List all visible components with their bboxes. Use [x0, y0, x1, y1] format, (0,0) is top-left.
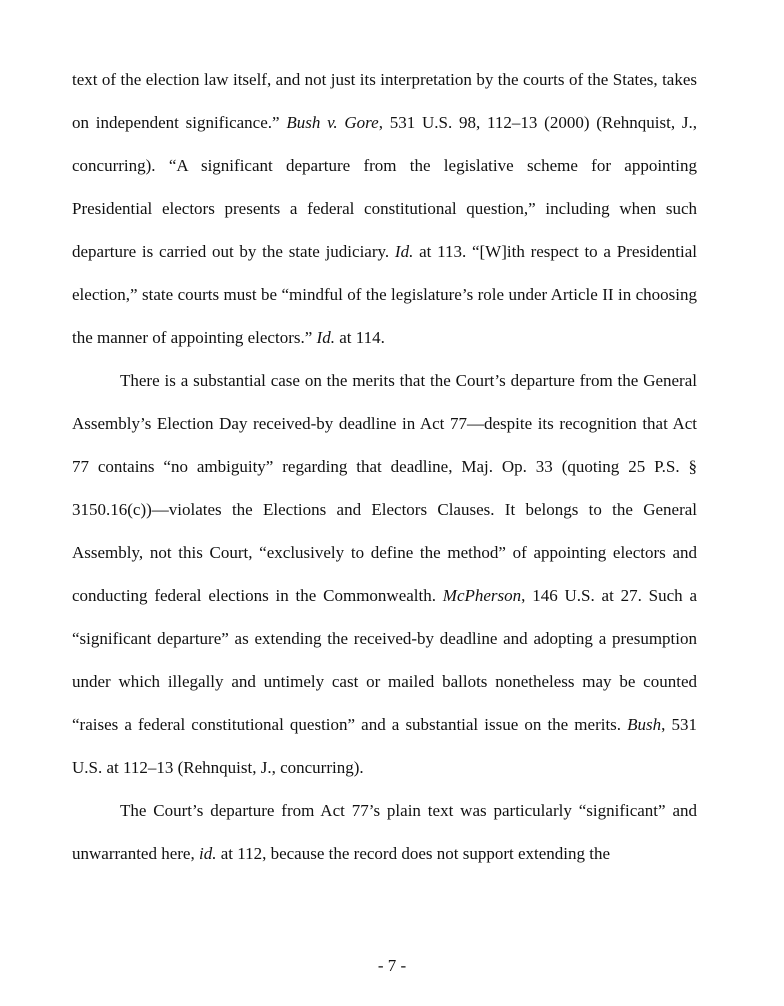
page-number: - 7 -: [377, 956, 407, 975]
paragraph-1-text-2: , 531 U.S. 98, 112–13 (2000) (Rehnquist, J., concurring). “A significant departure from the legislative scheme for appointing Presidential electors presents a federal constitutional question,” including when such departure is carried out by the state judiciary.: [72, 113, 698, 261]
paragraph-3-text-2: at 112, because the record does not support extending the: [216, 844, 611, 863]
case-citation-mcpherson: McPherson: [442, 586, 522, 605]
citation-id-1: Id.: [394, 242, 414, 261]
paragraph-2-text-3: , 531 U.S. at 112–13 (Rehnquist, J., concurring).: [72, 715, 698, 777]
paragraph-3: [72, 789, 697, 875]
paragraph-2-text-2: , 146 U.S. at 27. Such a “significant departure” as extending the received-by deadline and adopting a presumption under which illegally and untimely cast or mailed ballots nonetheless may be counted “raises a federal constitutional question” and a substantial issue on the merits.: [72, 586, 697, 734]
paragraph-3-text-1: The Court’s departure from Act 77’s plain text was particularly “significant” and unwarranted here,: [72, 801, 697, 863]
paragraph-2-text-1: There is a substantial case on the merits that the Court’s departure from the General Assembly’s Election Day received-by deadline in Act 77—despite its recognition that Act 77 contains “no ambiguity” regarding that deadline, Maj. Op. 33 (quoting 25 P.S. § 3150.16(c))—violates the Elections and Electors Clauses. It belongs to the General Assembly, not this Court, “exclusively to define the method” of appointing electors and conducting federal elections in the Commonwealth.: [72, 371, 697, 605]
case-citation-bush-v-gore: Bush v. Gore: [286, 113, 379, 132]
paragraph-2: [72, 359, 697, 789]
paragraph-1-text-3: at 113. “[W]ith respect to a Presidential election,” state courts must be “mindful of the legislature’s role under Article II in choosing the manner of appointing electors.”: [72, 242, 697, 347]
citation-id-2: Id.: [316, 328, 335, 347]
paragraph-1-text-4: at 114.: [334, 328, 385, 347]
citation-id-3: id.: [198, 844, 217, 863]
paragraph-1-text-1: text of the election law itself, and not just its interpretation by the courts of the States, takes on independent significance.”: [72, 70, 697, 132]
paragraph-1: [72, 58, 697, 359]
case-citation-bush: Bush: [627, 715, 662, 734]
document-body: [72, 58, 697, 875]
